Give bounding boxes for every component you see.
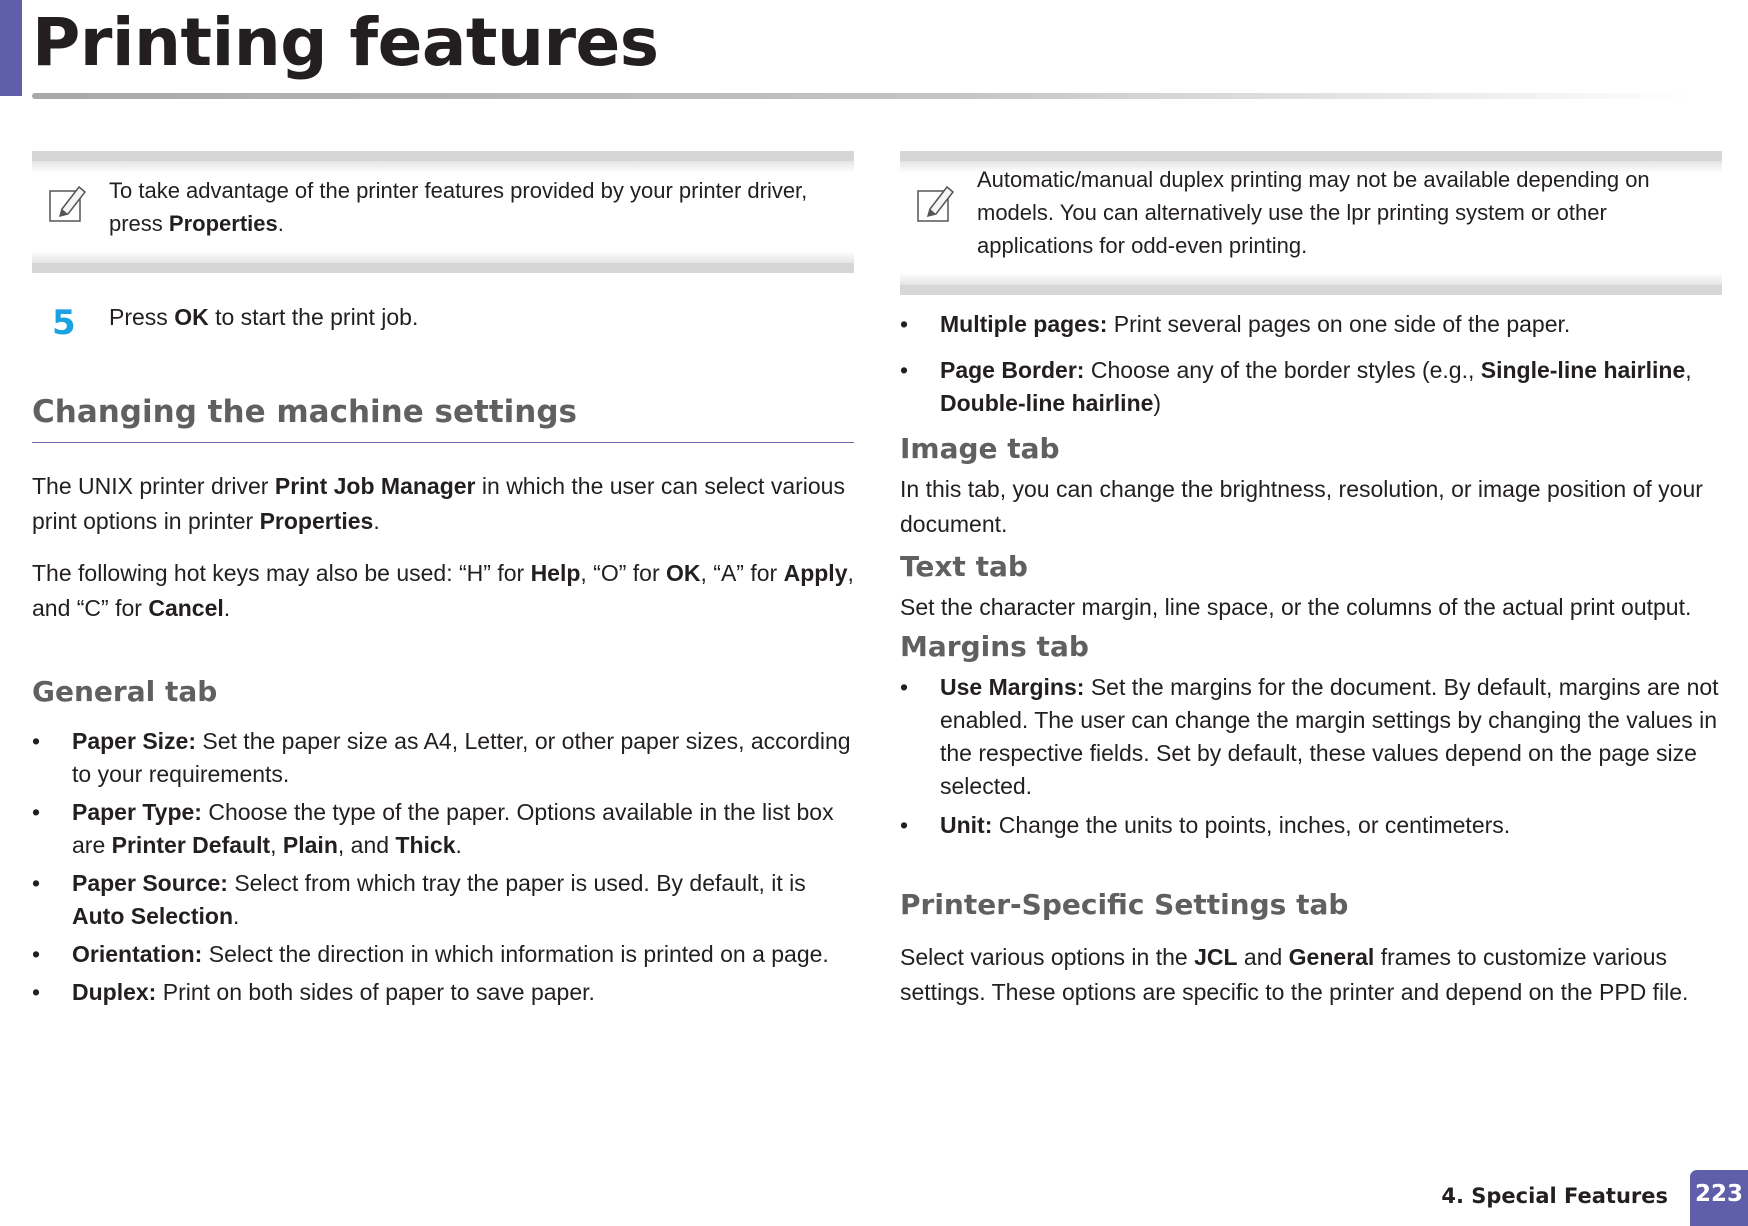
intro-paragraph: The UNIX printer driver Print Job Manager in which the user can select various print options in printer Properties. [32, 473, 845, 534]
note-box-duplex [900, 151, 1722, 295]
layout-options-list [900, 308, 1722, 425]
page-title: Printing features [32, 4, 659, 81]
hotkeys-paragraph: The following hot keys may also be used: “H” for Help, “O” for OK, “A” for Apply, and “C” for Cancel. [32, 560, 854, 621]
printer-specific-heading: Printer-Specific Settings tab [900, 888, 1349, 921]
printer-specific-text: Select various options in the JCL and General frames to customize various settings. These options are specific to the printer and depend on the PPD file. [900, 944, 1689, 1005]
list-item: • Page Border: Choose any of the border styles (e.g., Single-line hairline, Double-line hairline) [900, 357, 1692, 416]
list-item: • Paper Size: Set the paper size as A4, Letter, or other paper sizes, according to your requirements. [32, 728, 851, 787]
general-tab-list [32, 725, 854, 1014]
step-text: Press OK to start the print job. [109, 304, 419, 330]
list-item: • Duplex: Print on both sides of paper to save paper. [32, 979, 595, 1005]
list-item: • Orientation: Select the direction in which information is printed on a page. [32, 941, 829, 967]
margins-tab-heading: Margins tab [900, 630, 1089, 663]
header-accent-bar [0, 0, 22, 96]
page-number-badge: 223 [1690, 1170, 1748, 1226]
image-tab-heading: Image tab [900, 432, 1060, 465]
note-pencil-icon [48, 183, 88, 223]
note-text: Automatic/manual duplex printing may not be available depending on models. You can alternatively use the lpr printing system or other applications for odd-even printing. [977, 167, 1650, 258]
section-title: Changing the machine settings [32, 394, 578, 430]
section-title-rule [32, 442, 854, 443]
general-tab-heading: General tab [32, 675, 218, 708]
list-item: • Paper Type: Choose the type of the paper. Options available in the list box are Printer Default, Plain, and Thick. [32, 799, 834, 858]
title-divider [32, 93, 1692, 99]
note-box-properties [32, 151, 854, 273]
image-tab-text: In this tab, you can change the brightness, resolution, or image position of your document. [900, 476, 1703, 537]
list-item: • Unit: Change the units to points, inches, or centimeters. [900, 812, 1511, 838]
text-tab-text: Set the character margin, line space, or the columns of the actual print output. [900, 594, 1692, 620]
margins-tab-list [900, 671, 1722, 847]
step-number: 5 [52, 303, 76, 343]
list-item: • Paper Source: Select from which tray the paper is used. By default, it is Auto Selection. [32, 870, 806, 929]
list-item: • Multiple pages: Print several pages on one side of the paper. [900, 311, 1571, 337]
list-item: • Use Margins: Set the margins for the document. By default, margins are not enabled. The user can change the margin settings by changing the values in the respective fields. Set by default, these values depend on the page size selected. [900, 674, 1719, 799]
footer-chapter: 4. Special Features [1441, 1184, 1668, 1208]
text-tab-heading: Text tab [900, 550, 1028, 583]
note-text: To take advantage of the printer features provided by your printer driver, press Properties. [109, 178, 808, 236]
note-pencil-icon [916, 183, 956, 223]
